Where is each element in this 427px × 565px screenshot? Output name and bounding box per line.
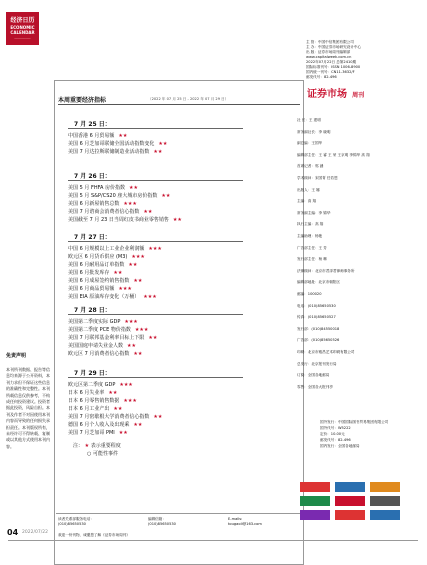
credit-line: 社 长：王 建明 <box>297 118 321 122</box>
event-name: 美国 6 月新屋销售总数 <box>68 201 120 207</box>
importance-stars: ★★ <box>127 343 136 349</box>
star-icon: ★ <box>84 443 90 449</box>
event-name: 美国 6 月批发库存 <box>68 270 110 276</box>
partner-logo-7 <box>300 510 330 520</box>
credit-line: 发行部：(010)84550018 <box>297 326 340 331</box>
event-name: 美国 6 月商品贸易额 <box>68 286 115 292</box>
importance-stars: ★★ <box>113 406 123 412</box>
importance-stars: ★★★ <box>148 246 162 252</box>
event-row <box>68 148 162 155</box>
importance-stars: ★★★ <box>123 398 137 404</box>
importance-stars: ★★ <box>158 141 168 147</box>
legend-circle-label: 可能性事件 <box>92 451 118 457</box>
circle-icon: ○ <box>87 451 92 457</box>
day-divider <box>68 180 243 181</box>
pub-info-line: 出 版：证券市场周刊编辑部 <box>306 50 351 54</box>
importance-stars: ★★ <box>108 390 118 396</box>
event-name: 欧元区 7 月消费者信心指数 <box>68 351 130 357</box>
legend-stars <box>73 442 121 449</box>
event-row <box>68 389 117 396</box>
disclaimer <box>6 352 51 450</box>
event-name: 美国 7 月联邦基金利率目标上下限 <box>68 335 145 341</box>
event-name: 欧元区第二季度 GDP <box>68 382 116 388</box>
day-date: 7 月 29 日： <box>74 370 111 377</box>
event-name: 美国 6 月耐用品订单指数 <box>68 262 125 268</box>
event-row <box>68 208 152 215</box>
event-row <box>68 277 142 284</box>
importance-stars: ★★★ <box>119 382 133 388</box>
event-name: 德国 6 月个人收入及出现乘 <box>68 422 130 428</box>
calendar-range: （2022 年 07 月 25 日 - 2022 年 07 月 29 日） <box>148 97 229 101</box>
pub-info-line: 邮发代号：82-496 <box>306 75 337 79</box>
footer-col1-label: 读者关系部服务电话： <box>58 517 94 521</box>
event-row <box>68 253 145 260</box>
day-date: 7 月 27 日： <box>74 234 111 241</box>
partner-logos <box>300 482 410 532</box>
partner-logo-9 <box>370 510 400 520</box>
event-name: 美国 5 月 FHFA 房价指数 <box>68 185 126 191</box>
event-name: 美国 5 月 S&P/CS20 座大城市房价指数 <box>68 193 158 199</box>
event-row <box>68 200 137 207</box>
calendar-footer <box>56 513 302 542</box>
event-name: 美国 7 月谘商会消费者信心指数 <box>68 209 140 215</box>
partner-logo-1 <box>300 482 330 492</box>
event-row <box>68 184 138 191</box>
event-name: 中国香港 6 月贸易额 <box>68 133 115 139</box>
distribution-line: 邮发代号：82-496 <box>320 438 351 442</box>
badge-en-line1: ECONOMIC <box>10 25 35 30</box>
badge-title: 经济日历 <box>10 17 35 24</box>
footer-note: 欢迎一份刊物，诚邀您了解《证券市场周刊》 <box>58 533 130 537</box>
day-divider <box>68 241 243 242</box>
importance-stars: ★★ <box>128 262 138 268</box>
event-row <box>68 413 162 420</box>
credit-line: 常务副社长：李 晓明 <box>297 129 331 134</box>
economic-calendar-badge <box>6 12 39 45</box>
credit-line: 发行部主任：杨 琳 <box>297 257 327 262</box>
importance-stars: ★★★ <box>131 254 145 260</box>
pub-info-line: www.capitalweek.com.cn <box>306 55 352 59</box>
event-row <box>68 261 137 268</box>
event-row <box>68 318 138 325</box>
importance-stars: ★★ <box>118 430 128 436</box>
importance-stars: ★★ <box>113 270 123 276</box>
credit-line: 邮编：100020 <box>297 292 322 296</box>
event-name: 美国 7 月达拉斯联储制造业活动指数 <box>68 149 150 155</box>
importance-stars: ★★★ <box>118 286 132 292</box>
event-row <box>68 342 136 349</box>
importance-stars: ★★ <box>153 149 163 155</box>
logo-text: 证券市场 <box>307 89 347 100</box>
importance-stars: ★★★ <box>134 327 149 333</box>
event-name: 美国 6 月芝加哥联储全国活动指数变化 <box>68 141 155 147</box>
importance-stars: ★★ <box>143 209 153 215</box>
legend-circle <box>73 450 118 457</box>
event-name: 美国国庭申请失业金人数 <box>68 343 124 349</box>
distribution-line: 国内发行：全国各地邮局 <box>320 444 360 448</box>
partner-logo-3 <box>370 482 400 492</box>
day-divider <box>68 314 243 315</box>
footer-col1-value: (010)85650530 <box>58 522 86 526</box>
event-row <box>68 405 122 412</box>
day-date: 7 月 28 日： <box>74 307 111 314</box>
importance-stars: ★★ <box>133 351 143 357</box>
pub-info-line: 国内统一刊号：CN11-3632/F <box>306 70 355 74</box>
credit-line: 电话：(010)85650530 <box>297 303 336 308</box>
event-name: 美国 EIA 原油库存变化（万桶） <box>68 294 140 300</box>
importance-stars: ★★ <box>129 185 138 191</box>
distribution-line: 定价：10.00元 <box>320 432 345 436</box>
page-date: 2022/07/22 <box>22 530 48 535</box>
credit-line: 出版人：王 娜 <box>297 187 320 192</box>
partner-logo-4 <box>300 496 330 506</box>
event-row <box>68 192 170 199</box>
magazine-logo <box>307 82 377 100</box>
importance-stars: ★★ <box>133 278 143 284</box>
credit-line: 广告部：(010)85650526 <box>297 338 340 343</box>
disclaimer-title: 免责声明 <box>6 353 27 359</box>
pub-info-line: 主 办：中国证券市场研究设计中心 <box>306 45 362 49</box>
event-name: 欧元区 6 月货币供应 (M3) <box>68 254 128 260</box>
credit-line: 广告部主任：王 芳 <box>297 245 327 250</box>
event-row <box>68 350 142 357</box>
event-name: 美国第二季度 PCE 物价指数 <box>68 327 131 333</box>
partner-logo-2 <box>335 482 365 492</box>
importance-stars: ★★ <box>133 422 143 428</box>
badge-rule: ───────── <box>14 37 31 41</box>
credit-line: 印刷：北京市雅昌艺术印刷有限公司 <box>297 350 355 354</box>
footer-col3-value: tougaoli@163.com <box>228 522 262 526</box>
day-date: 7 月 26 日： <box>74 173 111 180</box>
event-name: 美国第二季度实际 GDP <box>68 319 121 325</box>
pub-info-line: 主 管：中国中信集团有限公司 <box>306 40 354 44</box>
event-row <box>68 285 132 292</box>
event-name: 中国 6 月规模以上工业企业利润额 <box>68 246 145 252</box>
event-name: 日本 6 月工业产出 <box>68 406 110 412</box>
page-bottom-rule <box>8 540 418 541</box>
event-name: 美国 7 月密歇根大学消费者信心指数 <box>68 414 150 420</box>
credit-line: 传真：(010)85650527 <box>297 315 336 320</box>
importance-stars: ★★★ <box>124 319 138 325</box>
credit-line: 学术顾问：宋国青 任若恩 <box>297 176 338 180</box>
title-divider <box>58 104 300 105</box>
partner-logo-5 <box>335 496 365 506</box>
partner-logo-8 <box>335 510 365 520</box>
event-name: 美国 6 月成屋签约销售指数 <box>68 278 130 284</box>
footer-col2-value: (010)85650530 <box>148 522 176 526</box>
importance-stars: ★★ <box>148 335 158 341</box>
calendar-title: 本周重要经济指标 <box>58 97 107 104</box>
credit-line: 执行主编：高 翔 <box>297 222 324 227</box>
distribution-line: 国外发行：中国国际图书贸易集团有限公司 <box>320 420 389 424</box>
credit-line: 副总编：王国华 <box>297 141 323 146</box>
event-row <box>68 326 148 333</box>
footer-col2-label: 编辑信箱： <box>148 517 166 521</box>
pub-info-line: 2022年07月22日 总第2410期 <box>306 60 357 64</box>
credit-line: 零售：全国各大报刊亭 <box>297 384 333 389</box>
importance-stars: ★★ <box>153 414 163 420</box>
event-row <box>68 381 133 388</box>
credit-line: 编辑部主任：王 睿 王 荣 王京明 李锦华 高 翔 <box>297 152 370 157</box>
event-row <box>68 334 157 341</box>
event-row <box>68 132 127 139</box>
day-divider <box>68 128 243 129</box>
page-number: 04 <box>7 528 19 537</box>
disclaimer-body: 本刊所刊数据、报告等信息均来源于公开资料，本刊力求但不保证这些信息的准确性和完整性。本刊所载信息仅供参考，不构成任何投资建议。投资者据此投资，风险自担。本刊及作者不对因使用本刊内容而导致的任何损失承担责任。本刊版权所有，未经许可不得转载、复制或以其他方式使用本刊内容。 <box>6 367 50 449</box>
partner-logo-6 <box>370 496 400 506</box>
event-row <box>68 397 137 404</box>
credit-line: 主编助理：杨艳 <box>297 234 323 238</box>
importance-stars: ★★★ <box>143 294 157 300</box>
credit-line: 主编：高 翔 <box>297 199 317 204</box>
importance-stars: ★★ <box>118 133 128 139</box>
distribution-line: 国外代号：W5222 <box>320 426 351 430</box>
credit-line: 法律顾问：北京市君泽君律师事务所 <box>297 268 355 273</box>
event-row <box>68 140 167 147</box>
event-row <box>68 421 142 428</box>
day-date: 7 月 25 日： <box>74 121 111 128</box>
logo-sub: 周刊 <box>352 92 365 99</box>
credit-line: 总发行：北京报刊发行局 <box>297 361 337 366</box>
credit-line: 首席记者：郭 涵 <box>297 164 324 169</box>
event-name: 日本 6 月零售销售数据 <box>68 398 120 404</box>
event-name: 美国截至 7 月 23 日当周红皮书商业零售销售 <box>68 217 169 223</box>
day-divider <box>68 377 243 378</box>
event-name: 美国 7 月芝加哥 PMI <box>68 430 115 436</box>
event-row <box>68 216 182 223</box>
importance-stars: ★★ <box>161 193 171 199</box>
event-row <box>68 269 122 276</box>
event-row <box>68 429 128 436</box>
event-name: 日本 6 月失业率 <box>68 390 105 396</box>
badge-en-line2: CALENDAR <box>10 30 35 35</box>
importance-stars: ★★ <box>172 217 182 223</box>
event-row <box>68 293 157 300</box>
legend-star-label: 表示重要程度 <box>90 443 121 449</box>
credit-line: 常务副主编：李 锦华 <box>297 210 331 215</box>
pub-info-line: 国际标准刊号：ISSN 1006-8900 <box>306 65 361 69</box>
importance-stars: ★★★ <box>123 201 137 207</box>
footer-col3-label: E-mails: <box>228 517 243 521</box>
legend-note: 注： <box>73 443 84 449</box>
event-row <box>68 245 162 252</box>
credit-line: 编辑部地址：北京市朝阳区 <box>297 280 341 285</box>
credit-line: 订阅：全国各地邮局 <box>297 373 330 378</box>
